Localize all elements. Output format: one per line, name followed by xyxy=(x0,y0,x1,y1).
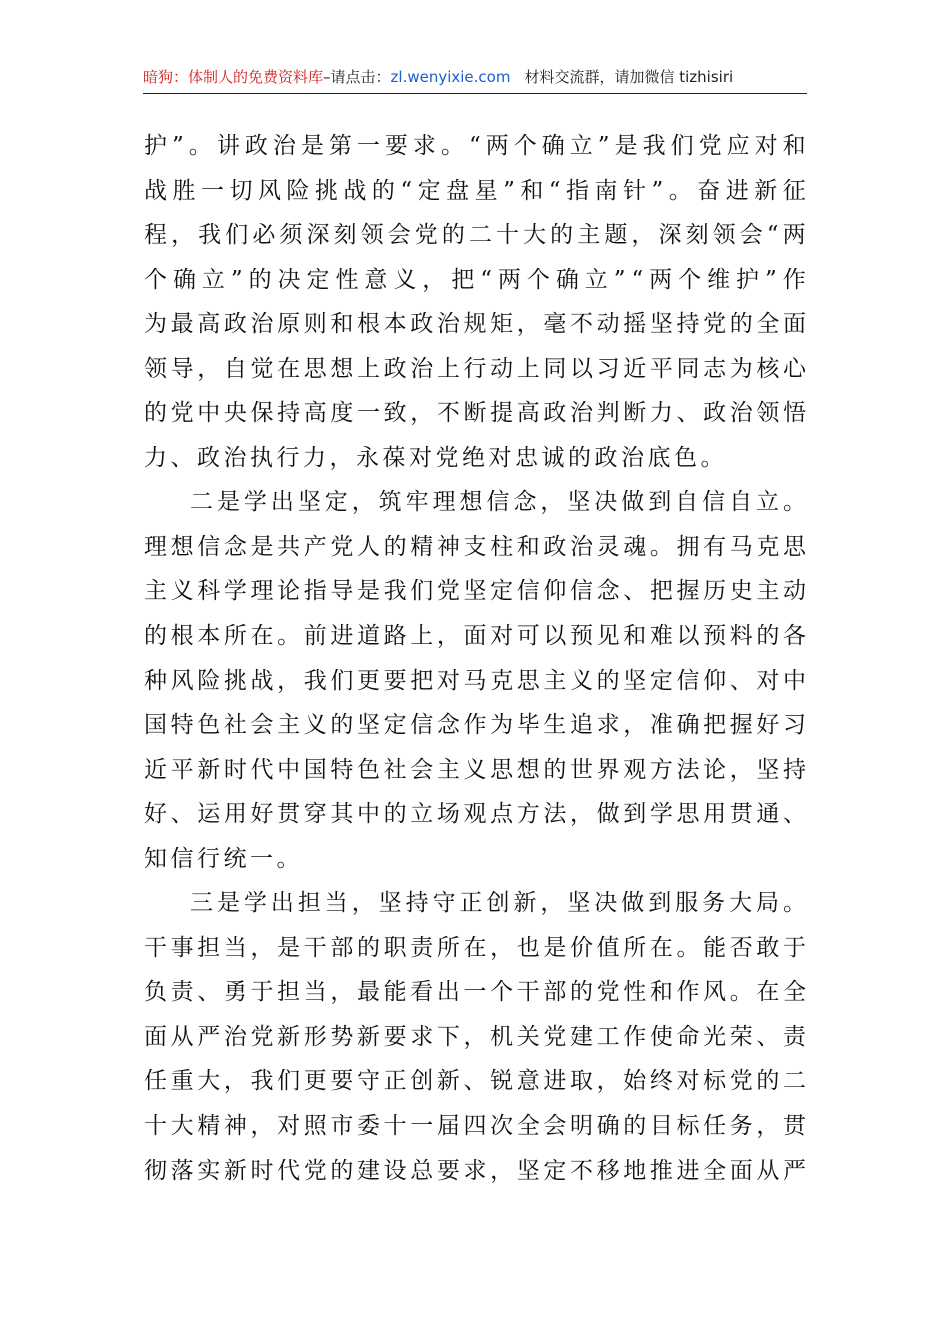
document-body xyxy=(144,124,806,1193)
text-line: 个 确 立 ” 的 决 定 性 意 义 ， 把 “ 两 个 确 立 ” “ 两 个 维 护 ” 作 xyxy=(144,266,806,293)
text-line: 负 责 、 勇 于 担 当 ， 最 能 看 出 一 个 干 部 的 党 性 和 作 风 。 在 全 xyxy=(144,979,806,1006)
text-line: 十 大 精 神 ， 对 照 市 委 十 一 届 四 次 全 会 明 确 的 目 标 任 务 ， 贯 xyxy=(144,1113,806,1140)
text-line: 干 事 担 当 ， 是 干 部 的 职 责 所 在 ， 也 是 价 值 所 在 。 能 否 敢 于 xyxy=(144,934,806,961)
text-line: 的 根 本 所 在 。 前 进 道 路 上 ， 面 对 可 以 预 见 和 难 以 预 料 的 各 xyxy=(144,623,806,650)
text-line: 好 、 运 用 好 贯 穿 其 中 的 立 场 观 点 方 法 ， 做 到 学 思 用 贯 通 、 xyxy=(144,801,806,828)
text-line: 战 胜 一 切 风 险 挑 战 的 “ 定 盘 星 ” 和 “ 指 南 针 ” 。 奋 进 新 征 xyxy=(144,177,806,204)
text-line: 二 是 学 出 坚 定 ， 筑 牢 理 想 信 念 ， 坚 决 做 到 自 信 自 立 。 xyxy=(190,489,806,516)
page-header xyxy=(143,64,807,94)
text-line: 三 是 学 出 担 当 ， 坚 持 守 正 创 新 ， 坚 决 做 到 服 务 大 局 。 xyxy=(190,890,806,917)
header-wechat-note: 材料交流群，请加微信 tizhisiri xyxy=(524,68,734,86)
header-brand: 暗狗：体制人的免费资料库 xyxy=(143,68,324,86)
text-line: 的 党 中 央 保 持 高 度 一 致 ， 不 断 提 高 政 治 判 断 力 、 政 治 领 悟 xyxy=(144,400,806,427)
text-line: 任 重 大 ， 我 们 更 要 守 正 创 新 、 锐 意 进 取 ， 始 终 对 标 党 的 二 xyxy=(144,1068,806,1095)
header-url-link[interactable]: zl.wenyixie.com xyxy=(390,68,511,86)
text-line: 领 导 ， 自 觉 在 思 想 上 政 治 上 行 动 上 同 以 习 近 平 同 志 为 核 心 xyxy=(144,355,806,382)
text-line: 面 从 严 治 党 新 形 势 新 要 求 下 ， 机 关 党 建 工 作 使 命 光 荣 、 责 xyxy=(144,1023,806,1050)
text-line: 力 、 政 治 执 行 力 ， 永 葆 对 党 绝 对 忠 诚 的 政 治 底 色 。 xyxy=(144,444,727,471)
text-line: 主 义 科 学 理 论 指 导 是 我 们 党 坚 定 信 仰 信 念 、 把 握 历 史 主 动 xyxy=(144,578,806,605)
text-line: 种 风 险 挑 战 ， 我 们 更 要 把 对 马 克 思 主 义 的 坚 定 信 仰 、 对 中 xyxy=(144,667,806,694)
text-line: 近 平 新 时 代 中 国 特 色 社 会 主 义 思 想 的 世 界 观 方 法 论 ， 坚 持 xyxy=(144,756,806,783)
text-line: 国 特 色 社 会 主 义 的 坚 定 信 念 作 为 毕 生 追 求 ， 准 确 把 握 好 习 xyxy=(144,712,806,739)
text-line: 知 信 行 统 一 。 xyxy=(144,845,303,872)
text-line: 理 想 信 念 是 共 产 党 人 的 精 神 支 柱 和 政 治 灵 魂 。 拥 有 马 克 思 xyxy=(144,533,806,560)
text-line: 为 最 高 政 治 原 则 和 根 本 政 治 规 矩 ， 毫 不 动 摇 坚 持 党 的 全 面 xyxy=(144,311,806,338)
text-line: 彻 落 实 新 时 代 党 的 建 设 总 要 求 ， 坚 定 不 移 地 推 进 全 面 从 严 xyxy=(144,1157,806,1184)
text-line: 护 ” 。 讲 政 治 是 第 一 要 求 。 “ 两 个 确 立 ” 是 我 们 党 应 对 和 xyxy=(144,133,806,159)
header-prompt: –请点击： xyxy=(323,68,391,86)
text-line: 程 ， 我 们 必 须 深 刻 领 会 党 的 二 十 大 的 主 题 ， 深 刻 领 会 “ 两 xyxy=(144,222,806,249)
